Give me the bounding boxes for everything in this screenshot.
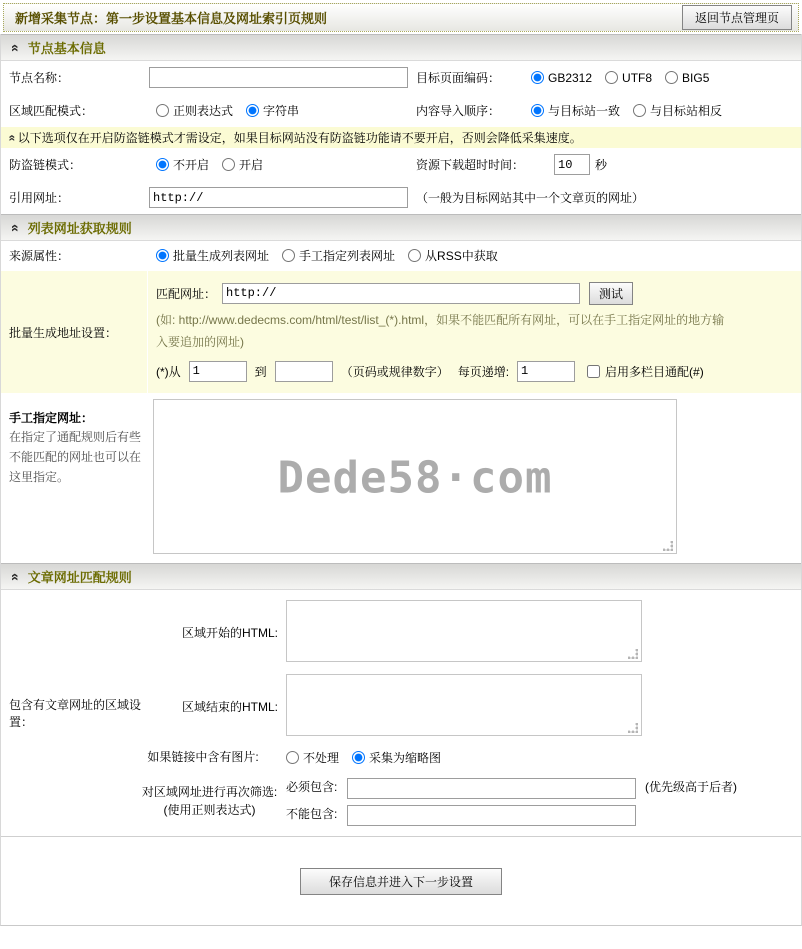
import-order-option-same[interactable]: 与目标站一致	[531, 102, 620, 119]
section-title: 列表网址获取规则	[27, 221, 132, 236]
ref-url-label: 引用网址：	[9, 191, 70, 205]
multi-column-checkbox[interactable]	[587, 365, 600, 378]
row-source-type	[1, 241, 801, 270]
timeout-unit: 秒	[595, 158, 608, 172]
manual-url-textarea[interactable]	[153, 399, 677, 554]
row-end-html	[141, 674, 801, 739]
row-match-url	[156, 278, 801, 308]
manual-url-label: 手工指定网址：	[9, 411, 94, 426]
batch-settings-label: 批量生成地址设置：	[1, 271, 148, 393]
timeout-label: 资源下载超时时间：	[416, 158, 525, 172]
source-option-manual[interactable]: 手工指定列表网址	[282, 247, 395, 264]
multi-column-label: 启用多栏目通配(#)	[605, 364, 704, 379]
form-footer	[1, 836, 801, 925]
source-radio-rss[interactable]	[408, 249, 421, 262]
start-html-label: 区域开始的HTML:	[181, 626, 278, 641]
source-radio-manual[interactable]	[282, 249, 295, 262]
manual-url-row	[1, 394, 801, 563]
page-header	[3, 3, 799, 32]
start-html-textarea[interactable]	[286, 600, 642, 662]
article-area-settings	[1, 590, 801, 835]
referer-radio-on[interactable]	[222, 158, 235, 171]
import-order-label: 内容导入顺序：	[416, 104, 501, 118]
section-header-article-url	[1, 563, 801, 590]
collapse-icon: «	[7, 572, 24, 581]
to-label: 到	[254, 364, 267, 379]
step-label: 每页递增:	[457, 364, 510, 379]
batch-url-settings	[1, 270, 801, 394]
filter-note: (使用正则表达式)	[163, 803, 256, 818]
source-radio-batch[interactable]	[156, 249, 169, 262]
must-include-label: 必须包含:	[286, 780, 338, 795]
image-radio-thumbnail[interactable]	[352, 751, 365, 764]
encoding-option-utf8[interactable]: UTF8	[605, 71, 652, 85]
source-option-rss[interactable]: 从RSS中获取	[408, 247, 498, 264]
back-to-node-admin-button[interactable]: 返回节点管理页	[682, 5, 792, 30]
match-url-input[interactable]	[222, 283, 580, 304]
section-title: 节点基本信息	[27, 41, 106, 56]
form-container	[0, 34, 802, 926]
referer-radio-off[interactable]	[156, 158, 169, 171]
row-start-html	[141, 600, 801, 665]
encoding-radio-utf8[interactable]	[605, 71, 618, 84]
collapse-icon: «	[7, 223, 24, 232]
row-node-name	[1, 61, 801, 94]
encoding-radio-gb2312[interactable]	[531, 71, 544, 84]
source-type-label: 来源属性：	[9, 249, 70, 263]
save-button[interactable]: 保存信息并进入下一步设置	[300, 868, 502, 895]
end-html-textarea[interactable]	[286, 674, 642, 736]
match-url-label: 匹配网址：	[156, 286, 217, 301]
referer-mode-label: 防盗链模式：	[9, 158, 82, 172]
range-hint: （页码或规律数字）	[340, 364, 449, 379]
row-url-filter	[141, 775, 801, 827]
image-option-ignore[interactable]: 不处理	[286, 749, 339, 766]
node-name-input[interactable]	[149, 67, 408, 88]
note-text: 以下选项仅在开启防盗链模式才需设定，如果目标网站没有防盗链功能请不要开启，否则会降低采集速度。	[17, 131, 582, 145]
image-radio-ignore[interactable]	[286, 751, 299, 764]
target-encoding-label: 目标页面编码：	[416, 71, 501, 85]
must-not-include-label: 不能包含:	[286, 807, 338, 822]
article-area-label: 包含有文章网址的区域设置：	[9, 697, 142, 729]
referer-option-off[interactable]: 不开启	[156, 156, 209, 173]
area-match-radio-regex[interactable]	[156, 104, 169, 117]
ref-url-hint: （一般为目标网站其中一个文章页的网址）	[416, 191, 645, 205]
page-from-input[interactable]	[189, 361, 247, 382]
source-option-batch[interactable]: 批量生成列表网址	[156, 247, 269, 264]
referer-option-on[interactable]: 开启	[222, 156, 263, 173]
page-to-input[interactable]	[275, 361, 333, 382]
timeout-input[interactable]	[554, 154, 590, 175]
image-link-label: 如果链接中含有图片:	[147, 750, 259, 765]
row-page-range	[156, 356, 801, 386]
section-header-basic-info	[1, 34, 801, 61]
referer-note	[1, 127, 801, 148]
import-order-radio-reverse[interactable]	[633, 104, 646, 117]
note-icon: «	[5, 134, 20, 141]
page-title: 新增采集节点：第一步设置基本信息及网址索引页规则	[15, 11, 328, 26]
ref-url-input[interactable]	[149, 187, 408, 208]
manual-url-desc: 在指定了通配规则后有些不能匹配的网址也可以在这里指定。	[9, 430, 142, 484]
section-header-list-url	[1, 214, 801, 241]
area-match-radio-string[interactable]	[246, 104, 259, 117]
image-option-thumbnail[interactable]: 采集为缩略图	[352, 749, 441, 766]
row-ref-url	[1, 181, 801, 214]
row-referer-mode	[1, 148, 801, 181]
encoding-radio-big5[interactable]	[665, 71, 678, 84]
must-include-hint: (优先级高于后者)	[645, 780, 738, 795]
match-url-hint: (如: http://www.dedecms.com/html/test/list_(*).html，如果不能匹配所有网址，可以在手工指定网址的地方输入要追加的网址)	[156, 313, 725, 349]
test-button[interactable]: 测试	[589, 282, 633, 305]
area-match-option-string[interactable]: 字符串	[246, 102, 299, 119]
step-input[interactable]	[517, 361, 575, 382]
encoding-option-gb2312[interactable]: GB2312	[531, 71, 592, 85]
must-include-input[interactable]	[347, 778, 636, 799]
import-order-radio-same[interactable]	[531, 104, 544, 117]
site-watermark: Dede58·com	[277, 452, 553, 504]
node-name-label: 节点名称：	[9, 71, 70, 85]
encoding-option-big5[interactable]: BIG5	[665, 71, 709, 85]
area-match-label: 区域匹配模式：	[9, 104, 94, 118]
collapse-icon: «	[7, 43, 24, 52]
filter-label: 对区域网址进行再次筛选:	[141, 785, 278, 800]
end-html-label: 区域结束的HTML:	[181, 700, 278, 715]
row-image-link	[141, 748, 801, 766]
must-not-include-input[interactable]	[347, 805, 636, 826]
section-title: 文章网址匹配规则	[27, 570, 132, 586]
area-match-option-regex[interactable]: 正则表达式	[156, 102, 233, 119]
row-area-match-mode	[1, 94, 801, 127]
import-order-option-reverse[interactable]: 与目标站相反	[633, 102, 722, 119]
from-label: (*)从	[156, 364, 181, 379]
